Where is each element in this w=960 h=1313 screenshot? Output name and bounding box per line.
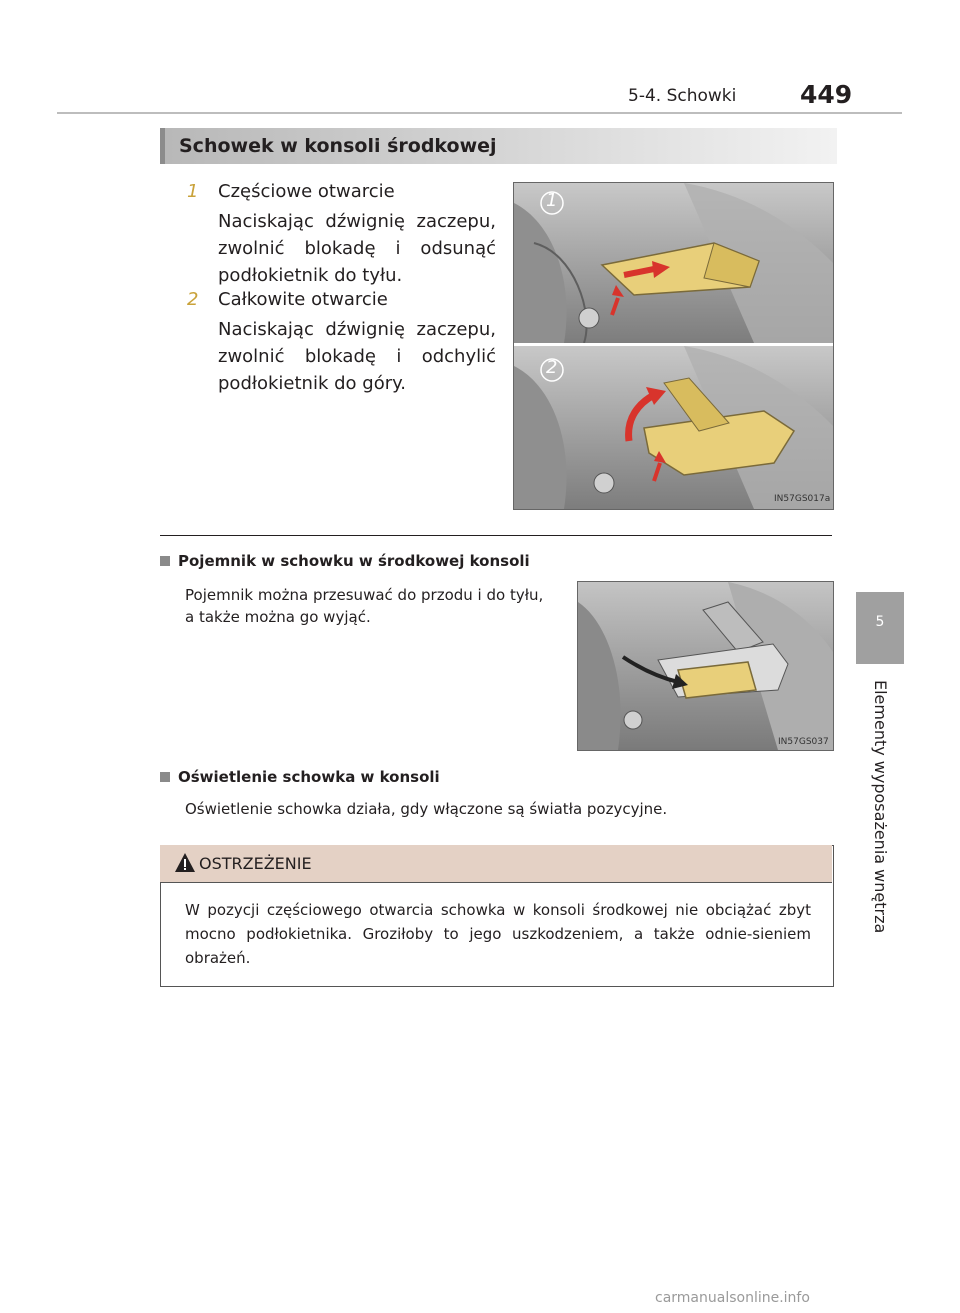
chapter-tab-number: 5 [875, 614, 885, 630]
section-rule [160, 535, 832, 536]
armrest-opening-drawing [514, 183, 833, 509]
step-2-body: Naciskając dźwignię zaczepu, zwolnić blokadę i odchylić podłokietnik do góry. [218, 319, 496, 394]
header-divider [57, 112, 902, 114]
image-callout-2: 2 [546, 357, 558, 378]
console-tray-drawing [578, 582, 833, 750]
header-section: 5-4. Schowki [628, 86, 737, 106]
warning-title: OSTRZEŻENIE [199, 854, 312, 873]
bullet-square-icon [160, 772, 170, 782]
note-1-heading [160, 552, 530, 570]
image-1-code: IN57GS017a [774, 494, 831, 504]
footer-watermark: carmanualsonline.info [655, 1290, 810, 1306]
bullet-square-icon [160, 556, 170, 566]
step-1-body: Naciskając dźwignię zaczepu, zwolnić blokadę i odsunąć podłokietnik do tyłu. [218, 211, 496, 286]
console-tray-illustration [577, 581, 834, 751]
step-2-number: 2 [187, 289, 199, 310]
page-number: 449 [800, 80, 853, 109]
section-title: Schowek w konsoli środkowej [179, 135, 497, 157]
note-2-heading [160, 768, 440, 786]
section-title-bar [160, 128, 837, 164]
step-2-title: Całkowite otwarcie [218, 289, 388, 310]
image-callout-1: 1 [546, 190, 558, 211]
step-1-title: Częściowe otwarcie [218, 181, 395, 202]
note-2-body: Oświetlenie schowka działa, gdy włączone są światła pozycyjne. [185, 800, 668, 818]
warning-triangle-icon [174, 852, 196, 874]
note-1-body: Pojemnik można przesuwać do przodu i do tyłu, a także można go wyjąć. [185, 586, 544, 626]
armrest-opening-illustration [513, 182, 834, 510]
image-2-code: IN57GS037 [778, 737, 829, 747]
note-2-heading-text: Oświetlenie schowka w konsoli [178, 768, 440, 786]
chapter-title-vertical: Elementy wyposażenia wnętrza [871, 680, 890, 934]
step-1-number: 1 [187, 181, 199, 202]
warning-text: W pozycji częściowego otwarcia schowka w konsoli środkowej nie obciążać zbyt mocno podłokietnika. Groziłoby to jego uszkodzeniem, a także odnie-sieniem obrażeń. [185, 901, 811, 967]
note-1-heading-text: Pojemnik w schowku w środkowej konsoli [178, 552, 530, 570]
